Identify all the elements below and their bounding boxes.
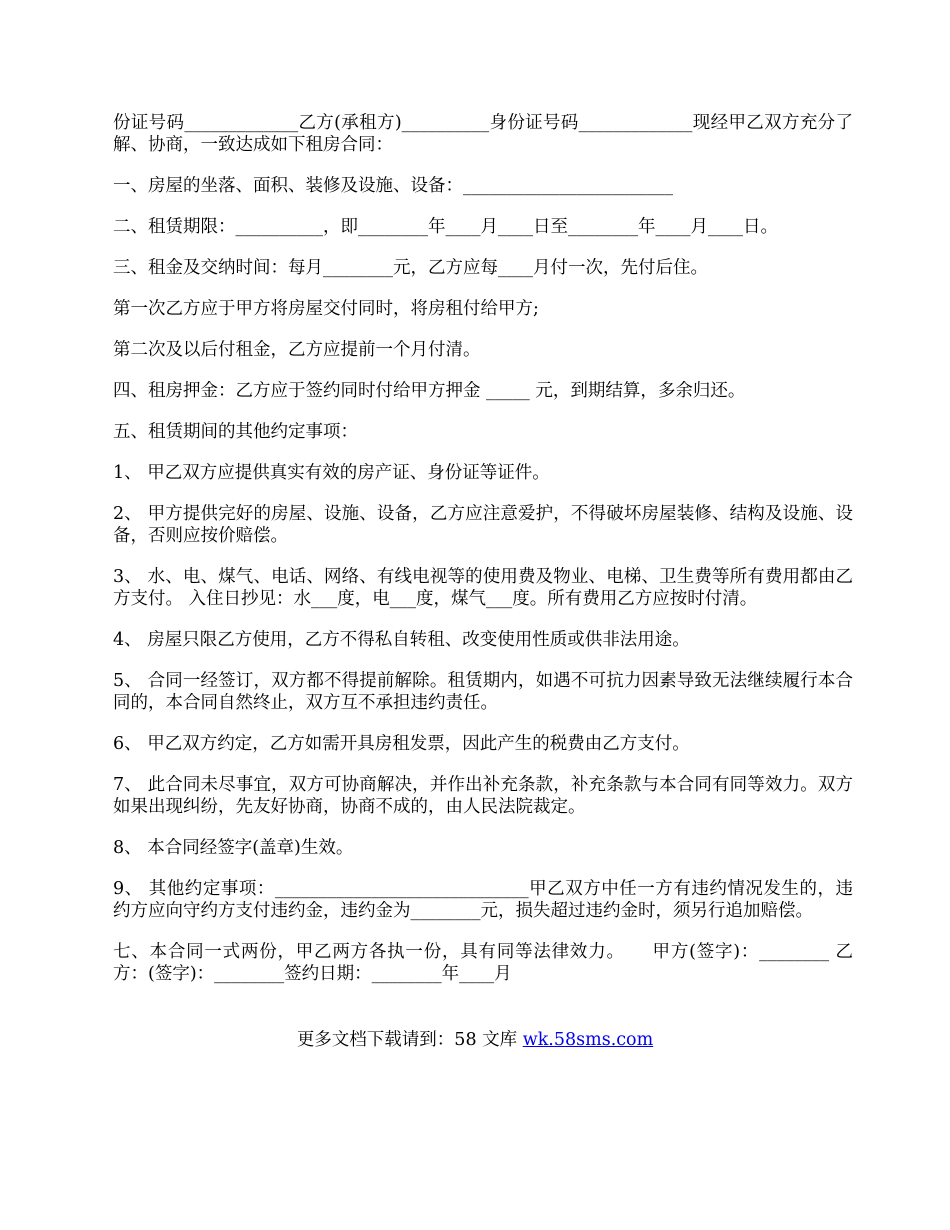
list-item-5: 5、 合同一经签订，双方都不得提前解除。租赁期内，如遇不可抗力因素导致无法继续履行本合同的，本合同自然终止，双方互不承担违约责任。 [113,671,853,713]
footer-link[interactable]: wk.58sms.com [522,1030,654,1050]
paragraph-clause-3-rent: 三、租金及交纳时间：每月________元，乙方应每____月付一次，先付后住。 [113,258,708,278]
list-item-9: 9、 其他约定事项：_____________________________甲乙双方中任一方有违约情况发生的，违约方应向守约方支付违约金，违约金为________元，损失超过违约金时，须另行追加赔偿。 [113,879,853,921]
list-item-6: 6、 甲乙双方约定，乙方如需开具房租发票，因此产生的税费由乙方支付。 [113,734,690,754]
footer-text: 更多文档下载请到：58 文库 [296,1030,523,1050]
paragraph-clause-2-term: 二、租赁期限：__________，即________年____月____日至________年____月____日。 [113,217,778,237]
list-item-7: 7、 此合同未尽事宜，双方可协商解决，并作出补充条款，补充条款与本合同有同等效力。双方如果出现纠纷，先友好协商，协商不成的，由人民法院裁定。 [113,775,853,817]
paragraph-clause-7-signatures: 七、本合同一式两份，甲乙两方各执一份，具有同等法律效力。 甲方(签字)：________ 乙方：(签字)：________签约日期：________年____月 [113,942,853,984]
paragraph-clause-4-deposit: 四、租房押金：乙方应于签约同时付给甲方押金 _____ 元，到期结算，多余归还。 [113,381,746,401]
paragraph-first-payment: 第一次乙方应于甲方将房屋交付同时，将房租付给甲方; [113,299,539,319]
list-item-3: 3、 水、电、煤气、电话、网络、有线电视等的使用费及物业、电梯、卫生费等所有费用都由乙方支付。 入住日抄见：水___度，电___度，煤气___度。所有费用乙方应按时付清。 [113,567,853,609]
list-item-4: 4、 房屋只限乙方使用，乙方不得私自转租、改变使用性质或供非法用途。 [113,630,690,650]
paragraph-later-payment: 第二次及以后付租金，乙方应提前一个月付清。 [113,340,481,360]
list-item-2: 2、 甲方提供完好的房屋、设施、设备，乙方应注意爱护，不得破坏房屋装修、结构及设施、设备，否则应按价赔偿。 [113,504,853,546]
paragraph-clause-5-heading: 五、租赁期间的其他约定事项： [113,422,358,442]
list-item-8: 8、 本合同经签字(盖章)生效。 [113,838,354,858]
paragraph-clause-1-location: 一、房屋的坐落、面积、装修及设施、设备：________________________ [113,176,673,196]
list-item-1: 1、 甲乙双方应提供真实有效的房产证、身份证等证件。 [113,463,550,483]
contract-body [113,112,853,1004]
paragraph-intro: 份证号码_____________乙方(承租方)__________身份证号码_____________现经甲乙双方充分了解、协商，一致达成如下租房合同： [113,113,853,155]
download-footer [0,1029,950,1051]
